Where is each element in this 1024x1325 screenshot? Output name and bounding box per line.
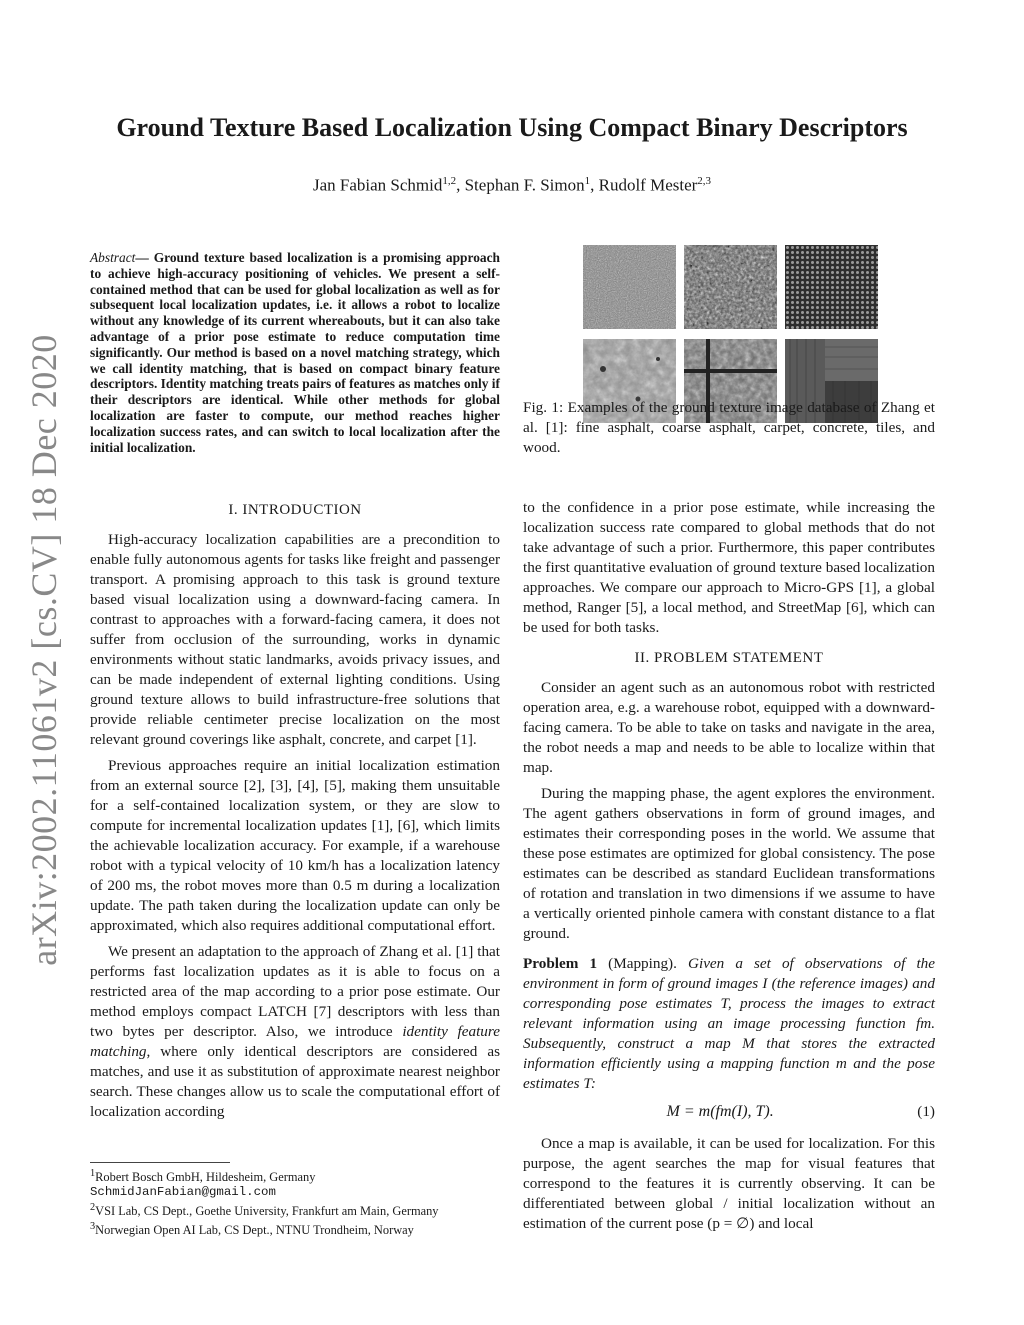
paragraph: High-accuracy localization capabilities are a precondition to enable fully autonomous agents for tasks like freight and passenger transport. A promising approach to this task is ground texture based visual localization using a downward-facing camera. In contrast to approaches with a forward-facing camera, it does not suffer from occlusion of the surrounding, works in dynamic environments without static landmarks, avoids privacy issues, and can be made independent of external lighting conditions. Using ground texture allows to build infrastructure-free solutions that provide reliable centimeter precise localization on the most relevant ground coverings like asphalt, concrete, and carpet [1]. <box>90 531 500 748</box>
abstract: Abstract— Ground texture based localization is a promising approach to achieve high-accuracy positioning of vehicles. We present a self-contained method that can be used for global localization as well as for subsequent local localization updates, i.e. it allows a robot to localize without any knowledge of its current whereabouts, but it can also take advantage of a prior pose estimate to reduce computation time significantly. Our method is based on a novel matching strategy, which we call identity matching, that is based on compact binary feature descriptors. Identity matching treats pairs of features as matches only if their descriptors are identical. While other methods for global localization are faster to compute, our method reaches higher localization success rates, and can switch to local localization after the initial localization. <box>90 250 500 455</box>
figure-caption: Fig. 1: Examples of the ground texture image database of Zhang et al. [1]: fine asphalt, coarse asphalt, carpet, concrete, tiles, and wood. <box>523 399 935 456</box>
problem-name: (Mapping). <box>608 955 677 972</box>
paragraph: Consider an agent such as an autonomous robot with restricted operation area, e.g. a warehouse robot, equipped with a downward-facing camera. To be able to take on tasks and navigate in the area, the robot needs a map and needs to be able to localize within that map. <box>523 679 935 776</box>
section-heading-introduction: I. INTRODUCTION <box>228 502 362 518</box>
author-list: Jan Fabian Schmid$^{1,2}$, Stephan F. Simon$^1$, Rudolf Mester$^{2,3}$ <box>312 175 712 195</box>
footnote: $^3$Norwegian Open AI Lab, CS Dept., NTNU Trondheim, Norway <box>90 1221 414 1238</box>
author-affiliation: 1 <box>584 175 591 187</box>
abstract-label: Abstract <box>90 250 136 265</box>
author-affiliation: 2,3 <box>697 175 712 187</box>
arxiv-stamp: arXiv:2002.11061v2 [cs.CV] 18 Dec 2020 <box>24 334 64 966</box>
author-name: Rudolf Mester <box>598 175 698 195</box>
paper-title: Ground Texture Based Localization Using Compact Binary Descriptors <box>116 113 908 142</box>
paragraph: to the confidence in a prior pose estimate, while increasing the localization success rate compared to global methods that do not take advantage of such a prior. Furthermore, this paper contributes the first quantitative evaluation of ground texture based localization approaches. We compare our approach to Micro-GPS [1], a global method, Ranger [5], a local method, and StreetMap [6], which can be used for both tasks. <box>523 499 935 636</box>
paragraph: During the mapping phase, the agent explores the environment. The agent gathers observations in form of ground images, and estimates their corresponding poses in the world. We assume that these pose estimates are optimized for global consistency. The pose estimates can be described as standard Euclidean transformations of rotation and translation in two dimensions if we assume to have a vertically oriented pinhole camera with constant distance to a flat ground. <box>523 785 935 942</box>
paragraph: Previous approaches require an initial localization estimation from an external source [2], [3], [4], [5], making them unsuitable for a self-contained localization system, or they are slow to compute for incremental localization updates [1], [6], which limits the achievable localization accuracy. For example, if a warehouse robot with a typical velocity of 10 km/h has a localization latency of 200 ms, the robot moves more than 0.5 m during a localization update. The path taken during the localization update can only be approximated, which also requires additional computational effort. <box>90 757 500 934</box>
paragraph: We present an adaptation to the approach of Zhang et al. [1] that performs fast localization updates as it is able to focus on a restricted area of the map according to a prior pose estimate. Our method employs compact LATCH [7] descriptors with less than two bytes per descriptor. Also, we introduce identity feature matching, where only identical descriptors are considered as matches, and use it as substitution of approximate nearest neighbor search. These changes allow us to scale the computational effort of localization according <box>90 943 500 1120</box>
abstract-text: Ground texture based localization is a promising approach to achieve high-accuracy positioning of vehicles. We present a self-contained method that can be used for global localization as well as for subsequent local localization updates, i.e. it allows a robot to localize without any knowledge of its current whereabouts, but it can also take advantage of a prior pose estimate to reduce computation time significantly. Our method is based on a novel matching strategy, which we call identity matching, that is based on compact binary feature descriptors. Identity matching treats pairs of features as matches only if their descriptors are identical. While other methods for global localization are faster to compute, our method reaches higher localization success rates, and can switch to local localization after the initial localization. <box>90 250 500 455</box>
paragraph: Once a map is available, it can be used for localization. For this purpose, the agent searches the map for visual features that correspond to the features it is currently observing. It can be differentiated between global / initial localization without an estimation of the current pose (p = ∅) and local <box>523 1135 935 1232</box>
footnote: $^1$Robert Bosch GmbH, Hildesheim, Germany <box>90 1168 316 1185</box>
footnote: $^2$VSI Lab, CS Dept., Goethe University, Frankfurt am Main, Germany <box>90 1202 439 1219</box>
texture-coarse-asphalt-image <box>684 245 777 329</box>
right-column <box>523 498 935 1240</box>
texture-carpet-image <box>785 245 878 329</box>
equation-number: (1) <box>917 1103 935 1120</box>
equation: M = m(fm(I), T). <box>666 1103 774 1120</box>
author-name: Stephan F. Simon <box>464 175 585 195</box>
problem-statement <box>523 954 935 1094</box>
footnotes <box>90 1162 500 1238</box>
footnote-rule <box>90 1162 230 1163</box>
author-affiliation: 1,2 <box>442 175 457 187</box>
author-email: SchmidJanFabian@gmail.com <box>90 1185 276 1200</box>
emphasis: identity feature matching <box>90 1023 500 1060</box>
problem-text: Given a set of observations of the environment in form of ground images I (the reference images) and corresponding pose estimates T, process the images to extract relevant information using an image processing function fm. Subsequently, construct a map M that stores the extracted information efficiently using a mapping function m and the pose estimates T: <box>523 955 935 1092</box>
texture-fine-asphalt-image <box>583 245 676 329</box>
author-name: Jan Fabian Schmid <box>312 175 443 195</box>
section-heading-problem-statement: II. PROBLEM STATEMENT <box>634 650 824 666</box>
left-column <box>90 500 500 1128</box>
problem-label: Problem 1 <box>523 955 598 972</box>
figure-1 <box>583 245 878 423</box>
equation-1 <box>523 1102 935 1122</box>
